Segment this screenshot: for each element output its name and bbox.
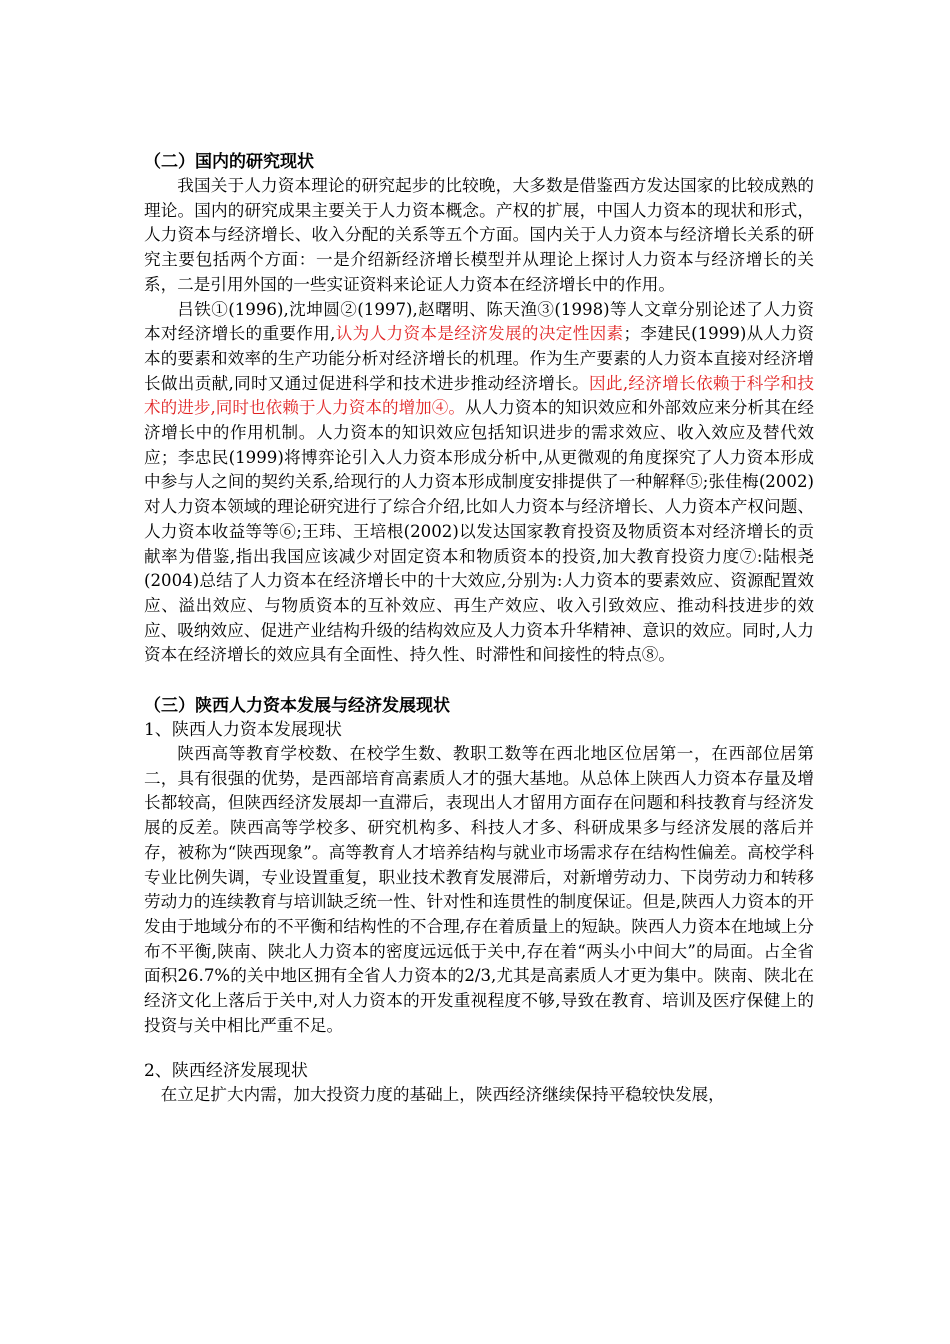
section-heading-domestic-research: （二）国内的研究现状 (144, 152, 314, 172)
document-page (144, 150, 814, 1107)
section-heading-shaanxi-status: （三）陕西人力资本发展与经济发展现状 (144, 696, 450, 717)
literature-text-part-3: 从人力资本的知识效应和外部效应来分析其在经济增长中的作用机制。人力资本的知识效应包括知识进步的需求效应、收入效应及替代效应；李忠民(1999)将博弈论引入人力资本形成分析中,从更微观的角度探究了人力资本形成中参与人之间的契约关系,给现行的人力资本形成制度安排提供了一种解释⑤;张佳梅(2002)对人力资本领域的理论研究进行了综合介绍,比如人力资本与经济增长、人力资本产权问题、人力资本收益等等⑥;王玮、王培根(2002)以发达国家教育投资及物质资本对经济增长的贡献率为借鉴,指出我国应该减少对固定资本和物质资本的投资,加大教育投资力度⑦:陆根尧(2004)总结了人力资本在经济增长中的十大效应,分别为:人力资本的要素效应、资源配置效应、溢出效应、与物质资本的互补效应、再生产效应、收入引致效应、推动科技进步的效应、吸纳效应、促进产业结构升级的结构效应及人力资本升华精神、意识的效应。同时,人力资本在经济增长的效应具有全面性、持久性、时滞性和间接性的特点⑧。 (144, 398, 814, 665)
paragraph-economic-status: 在立足扩大内需，加大投资力度的基础上，陕西经济继续保持平稳较快发展， (160, 1084, 725, 1104)
paragraph-literature-review (144, 298, 814, 669)
highlighted-text-growth-dependence: 因此,经济增长依赖于科学和技术的进步,同时也依赖于人力资本的增加④。 (144, 373, 814, 418)
highlighted-text-decisive-factor: 认为人力资本是经济发展的决定性因素 (335, 324, 624, 344)
section-spacer (144, 1039, 814, 1059)
subheading-economic-status: 2、陕西经济发展现状 (144, 1060, 308, 1081)
literature-text-part-2: ；李建民(1999)从人力资本的要素和效率的生产功能分析对经济增长的机理。作为生产要素的人力资本直接对经济增长做出贡献,同时又通过促进科学和技术进步推动经济增长。 (144, 324, 814, 393)
paragraph-domestic-overview: 我国关于人力资本理论的研究起步的比较晚，大多数是借鉴西方发达国家的比较成熟的理论。国内的研究成果主要关于人力资本概念。产权的扩展，中国人力资本的现状和形式，人力资本与经济增长、收入分配的关系等五个方面。国内关于人力资本与经济增长关系的研究主要包括两个方面：一是介绍新经济增长模型并从理论上探讨人力资本与经济增长的关系，二是引用外国的一些实证资料来论证人力资本在经济增长中的作用。 (144, 176, 814, 294)
paragraph-human-capital-status: 陕西高等教育学校数、在校学生数、教职工数等在西北地区位居第一，在西部位居第二，具有很强的优势，是西部培育高素质人才的强大基地。从总体上陕西人力资本存量及增长都较高，但陕西经济发展却一直滞后，表现出人才留用方面存在问题和科技教育与经济发展的反差。陕西高等学校多、研究机构多、科技人才多、科研成果多与经济发展的落后并存，被称为“陕西现象”。高等教育人才培养结构与就业市场需求存在结构性偏差。高校学科专业比例失调，专业设置重复，职业技术教育发展滞后，对新增劳动力、下岗劳动力和转移劳动力的连续教育与培训缺乏统一性、针对性和连贯性的制度保证。但是,陕西人力资本的开发由于地域分布的不平衡和结构性的不合理,存在着质量上的短缺。陕西人力资本在地域上分布不平衡,陕南、陕北人力资本的密度远远低于关中,存在着“两头小中间大”的局面。占全省面积26.7%的关中地区拥有全省人力资本的2/3,尤其是高素质人才更为集中。陕南、陕北在经济文化上落后于关中,对人力资本的开发重视程度不够,导致在教育、培训及医疗保健上的投资与关中相比严重不足。 (144, 744, 814, 1035)
literature-text-part-1: 吕铁①(1996),沈坤圆②(1997),赵曙明、陈天渔③(1998)等人文章分别论述了人力资本对经济增长的重要作用, (144, 299, 814, 344)
section-spacer (144, 668, 814, 694)
subheading-human-capital-status: 1、陕西人力资本发展现状 (144, 720, 342, 741)
